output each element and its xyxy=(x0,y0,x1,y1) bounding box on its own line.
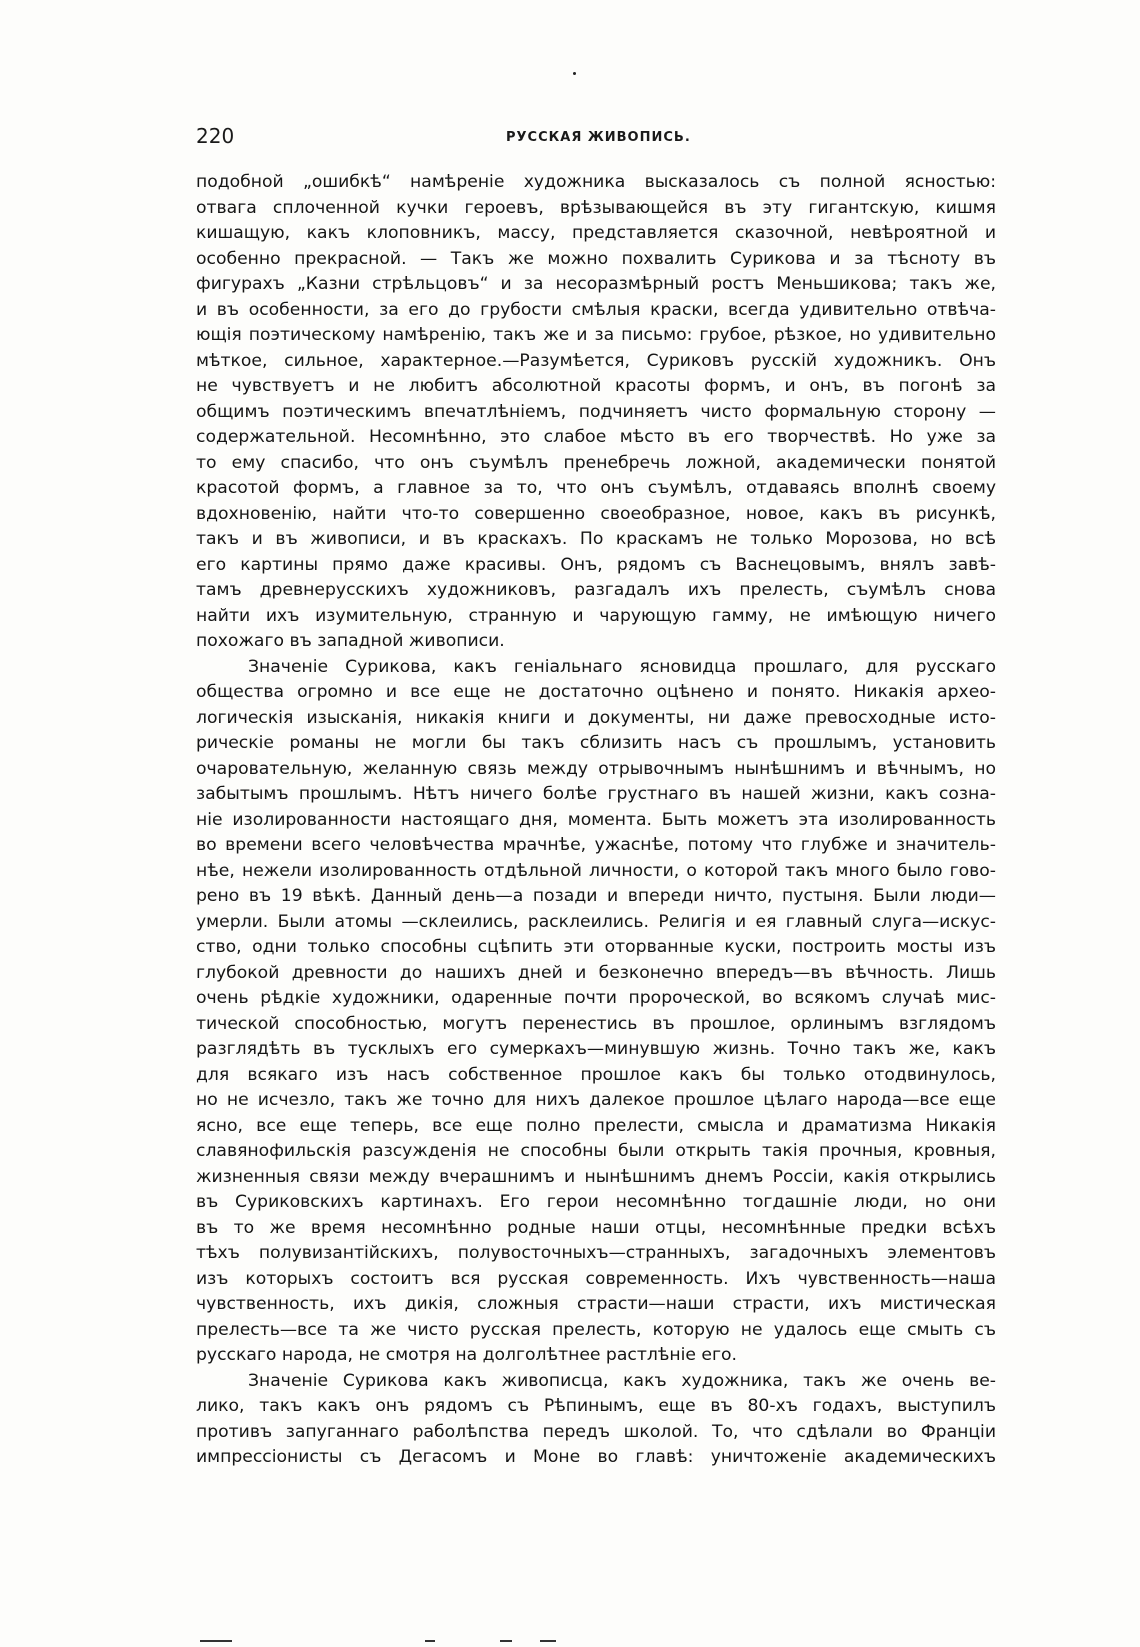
scan-speck xyxy=(573,72,576,75)
text-line: разглядѣть въ тусклыхъ его сумеркахъ—минувшую жизнь. Точно такъ же, какъ xyxy=(196,1039,996,1059)
text-line: но не исчезло, такъ же точно для нихъ далекое прошлое цѣлаго народа—все еще xyxy=(196,1090,996,1110)
text-line: ющія поэтическому намѣренію, такъ же и за письмо: грубое, рѣзкое, но удивительно xyxy=(196,325,996,345)
text-line: Значеніе Сурикова, какъ геніальнаго ясновидца прошлаго, для русскаго xyxy=(248,656,996,677)
text-line: изъ которыхъ состоитъ вся русская современность. Ихъ чувственность—наша xyxy=(196,1268,996,1289)
text-line: глубокой древности до нашихъ дней и безконечно впередъ—въ вѣчность. Лишь xyxy=(196,962,996,983)
text-line: нѣе, нежели изолированность отдѣльной личности, о которой такъ много было гово- xyxy=(196,860,996,881)
text-line: тѣхъ полувизантійскихъ, полувосточныхъ—странныхъ, загадочныхъ элементовъ xyxy=(196,1243,996,1263)
text-line: русскаго народа, не смотря на долголѣтнее растлѣніе его. xyxy=(196,1345,738,1365)
text-line: лико, такъ какъ онъ рядомъ съ Рѣпинымъ, еще въ 80-хъ годахъ, выступилъ xyxy=(196,1396,996,1416)
text-line: въ Суриковскихъ картинахъ. Его герои несомнѣнно тогдашніе люди, но они xyxy=(196,1192,996,1212)
text-line: ясно, все еще теперь, все еще полно прелести, смысла и драматизма Никакія xyxy=(196,1115,996,1136)
text-line: красотой формъ, а главное за то, что онъ съумѣлъ, отдаваясь вполнѣ своему xyxy=(196,478,996,498)
text-line: содержательной. Несомнѣнно, это слабое мѣсто въ его творчествѣ. Но уже за xyxy=(196,427,996,447)
text-line: умерли. Были атомы —склеились, расклеились. Религія и ея главный слуга—искус- xyxy=(196,911,996,932)
text-line: отвага сплоченной кучки героевъ, врѣзывающейся въ эту гигантскую, кишмя xyxy=(196,197,996,218)
text-line: очаровательную, желанную связь между отрывочнымъ нынѣшнимъ и вѣчнымъ, но xyxy=(196,758,996,779)
text-line: очень рѣдкіе художники, одаренные почти пророческой, во всякомъ случаѣ мис- xyxy=(196,988,996,1008)
text-line: Значеніе Сурикова какъ живописца, какъ художника, такъ же очень ве- xyxy=(248,1370,996,1391)
text-line: то ему спасибо, что онъ съумѣлъ пренебречь ложной, академически понятой xyxy=(196,452,996,473)
text-line: кишащую, какъ клоповникъ, массу, представляется сказочной, невѣроятной и xyxy=(196,223,996,243)
running-title: РУССКАЯ ЖИВОПИСЬ. xyxy=(506,130,691,145)
scan-artifact xyxy=(425,1640,435,1642)
scan-artifact xyxy=(200,1640,232,1642)
text-line: ство, одни только способны сцѣпить эти оторванные куски, построить мосты изъ xyxy=(196,937,996,957)
text-line: фигурахъ „Казни стрѣльцовъ“ и за несоразмѣрный ростъ Меньшикова; такъ же, xyxy=(196,274,996,294)
text-line: во времени всего человѣчества мрачнѣе, ужаснѣе, потому что глубже и значитель- xyxy=(196,835,996,855)
text-line: похожаго въ западной живописи. xyxy=(196,631,505,651)
page-header xyxy=(196,124,996,154)
text-line: такъ и въ живописи, и въ краскахъ. По краскамъ не только Морозова, но всѣ xyxy=(196,529,996,549)
text-line: жизненныя связи между вчерашнимъ и нынѣшнимъ днемъ Россіи, какія открылись xyxy=(196,1166,996,1187)
text-line: для всякаго изъ насъ собственное прошлое какъ бы только отодвинулось, xyxy=(196,1064,996,1085)
body-text xyxy=(196,170,996,1471)
text-line: чувственность, ихъ дикія, сложныя страсти—наши страсти, ихъ мистическая xyxy=(196,1294,996,1314)
scan-artifact xyxy=(540,1640,556,1642)
text-line: славянофильскія разсужденія не способны были открыть такія прочныя, кровныя, xyxy=(196,1141,996,1161)
text-line: логическія изысканія, никакія книги и документы, ни даже превосходные исто- xyxy=(196,707,996,728)
text-line: его картины прямо даже красивы. Онъ, рядомъ съ Васнецовымъ, внялъ завѣ- xyxy=(196,554,996,575)
text-line: не чувствуетъ и не любитъ абсолютной красоты формъ, и онъ, въ погонѣ за xyxy=(196,376,996,396)
text-line: въ то же время несомнѣнно родные наши отцы, несомнѣнные предки всѣхъ xyxy=(196,1217,996,1238)
text-line: и въ особенности, за его до грубости смѣлыя краски, всегда удивительно отвѣча- xyxy=(196,299,996,320)
text-line: общимъ поэтическимъ впечатлѣніемъ, подчиняетъ чисто формальную сторону — xyxy=(196,401,996,422)
text-line: вдохновенію, найти что-то совершенно своеобразное, новое, какъ въ рисункѣ, xyxy=(196,503,996,524)
text-line: рено въ 19 вѣкѣ. Данный день—а позади и впереди ничто, пустыня. Были люди— xyxy=(196,886,996,906)
text-line: подобной „ошибкѣ“ намѣреніе художника высказалось съ полной ясностью: xyxy=(196,172,996,192)
text-line: забытымъ прошлымъ. Нѣтъ ничего болѣе грустнаго въ нашей жизни, какъ созна- xyxy=(196,784,996,804)
text-line: прелесть—все та же чисто русская прелесть, которую не удалось еще смыть съ xyxy=(196,1319,996,1340)
text-line: общества огромно и все еще не достаточно оцѣнено и понято. Никакія архео- xyxy=(196,682,996,702)
scan-artifact xyxy=(500,1640,512,1642)
text-line: найти ихъ изумительную, странную и чарующую гамму, не имѣющую ничего xyxy=(196,605,996,626)
text-line: импрессіонисты съ Дегасомъ и Моне во главѣ: уничтоженіе академическихъ xyxy=(196,1447,996,1467)
text-line: ніе изолированности настоящаго дня, момента. Быть можетъ эта изолированность xyxy=(196,809,996,830)
text-line: противъ запуганнаго раболѣпства передъ школой. То, что сдѣлали во Франціи xyxy=(196,1421,996,1442)
text-line: тамъ древнерусскихъ художниковъ, разгадалъ ихъ прелесть, съумѣлъ снова xyxy=(196,580,996,600)
page-number: 220 xyxy=(196,124,235,148)
text-line: рическіе романы не могли бы такъ сблизить насъ съ прошлымъ, установить xyxy=(196,733,996,753)
text-line: особенно прекрасной. — Такъ же можно похвалить Сурикова и за тѣсноту въ xyxy=(196,248,996,269)
text-line: тической способностью, могутъ перенестись въ прошлое, орлинымъ взглядомъ xyxy=(196,1013,996,1034)
text-line: мѣткое, сильное, характерное.—Разумѣется, Суриковъ русскій художникъ. Онъ xyxy=(196,350,996,371)
